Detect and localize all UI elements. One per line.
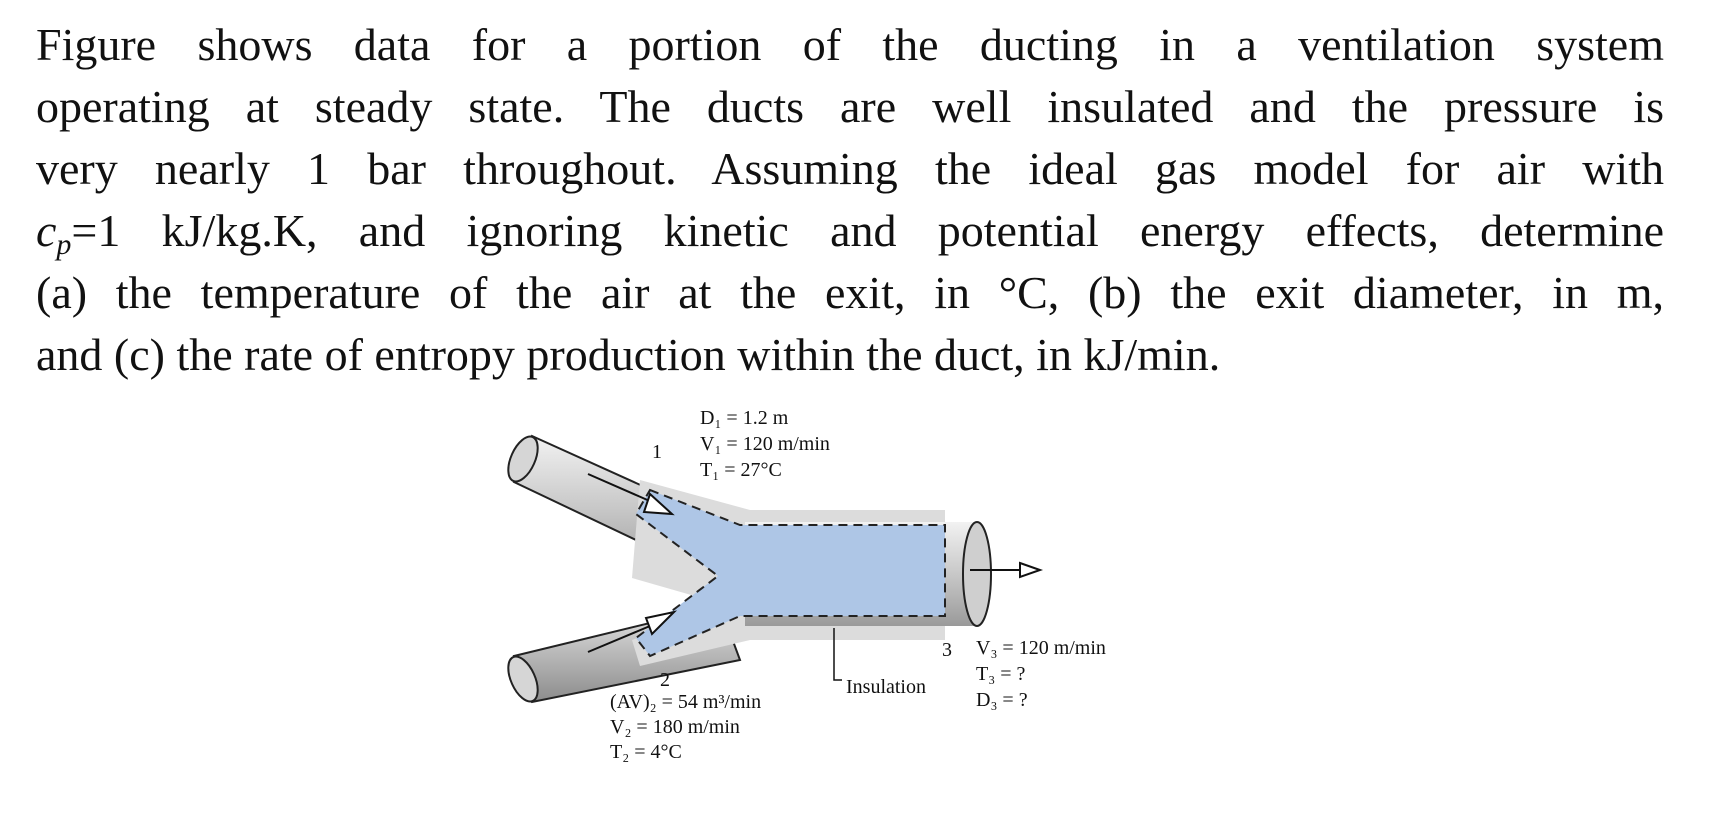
state1-diameter: D₁ = 1.2 m (700, 407, 789, 429)
state3-diameter: D₃ = ? (976, 689, 1028, 711)
cp-symbol (36, 205, 72, 261)
state3-velocity: V₃ = 120 m/min (976, 637, 1106, 659)
state2-volume-flow: (AV)₂ = 54 m³/min (610, 691, 762, 713)
problem-line-1: Figure shows data for a portion of the ducting in a ventilation system (36, 19, 1664, 70)
state1-number: 1 (652, 441, 662, 463)
problem-line-4 (36, 200, 1664, 262)
state3-number: 3 (942, 639, 952, 661)
state1-velocity: V₁ = 120 m/min (700, 433, 830, 455)
state2-number: 2 (660, 669, 670, 691)
problem-line-4-text: =1 kJ/kg.K, and ignoring kinetic and potential energy effects, determine (71, 205, 1664, 256)
problem-statement (36, 14, 1664, 386)
insulation-label: Insulation (846, 676, 926, 698)
problem-line-2: operating at steady state. The ducts are well insulated and the pressure is (36, 81, 1664, 132)
state2-velocity: V₂ = 180 m/min (610, 716, 740, 738)
state1-temperature: T₁ = 27°C (700, 459, 782, 481)
problem-line-5: (a) the temperature of the air at the exit, in °C, (b) the exit diameter, in m, (36, 267, 1664, 318)
state2-temperature: T₂ = 4°C (610, 741, 682, 763)
duct-figure (500, 400, 1220, 820)
cp-letter: c (36, 205, 57, 256)
state3-temperature: T₃ = ? (976, 663, 1026, 685)
cp-subscript: p (56, 228, 72, 261)
problem-line-3: very nearly 1 bar throughout. Assuming the ideal gas model for air with (36, 143, 1664, 194)
problem-line-6: and (c) the rate of entropy production within the duct, in kJ/min. (36, 329, 1221, 380)
